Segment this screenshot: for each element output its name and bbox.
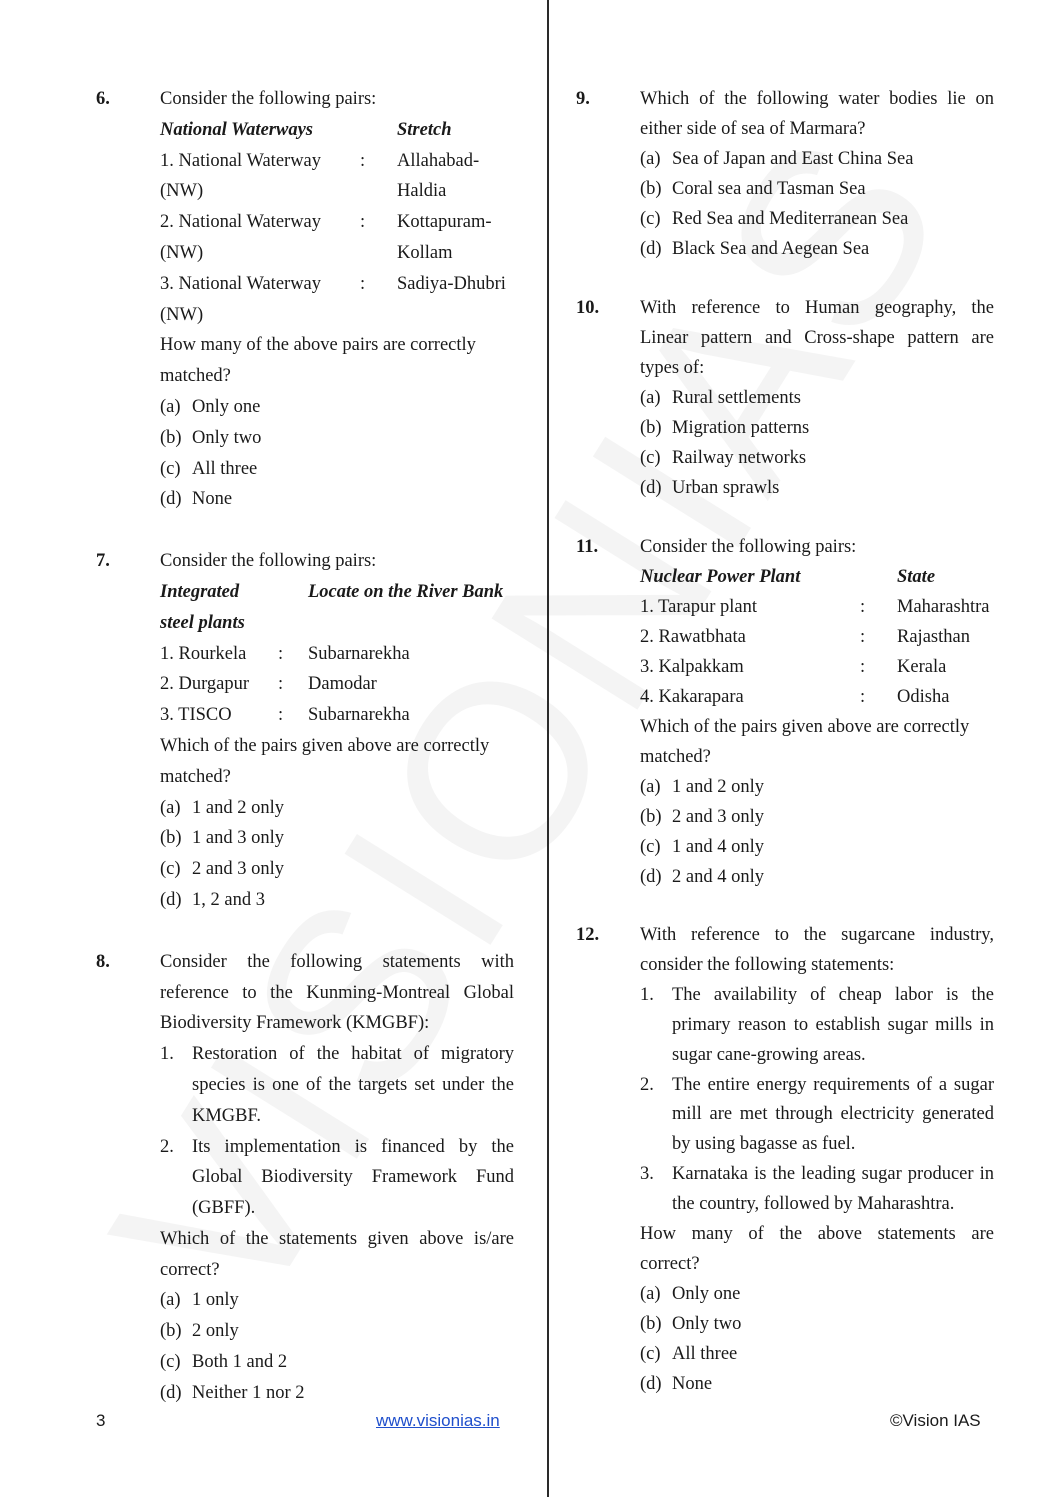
option-b[interactable]: (b) 2 only	[160, 1321, 239, 1342]
question-stem: matched?	[640, 747, 711, 767]
column-header: Stretch	[397, 119, 452, 140]
question-intro: Biodiversity Framework (KMGBF):	[160, 1013, 430, 1034]
option-b[interactable]: (b) 2 and 3 only	[640, 807, 764, 827]
pairs-header	[160, 577, 514, 639]
page-number: 3	[96, 1411, 106, 1430]
option-a[interactable]: (a) 1 and 2 only	[640, 777, 764, 797]
question-11	[576, 532, 994, 892]
question-stem: either side of sea of Marmara?	[640, 119, 866, 139]
option-c[interactable]: (c) Red Sea and Mediterranean Sea	[640, 209, 909, 229]
option-a[interactable]: (a) Rural settlements	[640, 388, 801, 408]
pair-separator: :	[278, 643, 284, 664]
pair-row	[640, 622, 994, 652]
pair-right: Sadiya-Dhubri	[397, 273, 506, 294]
option-d[interactable]: (d) None	[160, 489, 233, 510]
question-intro: Consider the following pairs:	[640, 537, 857, 557]
column-header: State	[897, 567, 936, 587]
question-12	[576, 921, 994, 1400]
pair-right: Allahabad- Haldia	[397, 150, 480, 202]
option-a[interactable]: (a) 1 and 2 only	[160, 797, 284, 818]
pair-row	[640, 682, 994, 712]
option-a[interactable]: (a) 1 only	[160, 1290, 239, 1311]
statement: 2. Its implementation is financed by the Global Biodiversity Framework Fund (GBFF).	[160, 1136, 514, 1219]
question-intro: With reference to the sugarcane industry,	[640, 925, 994, 945]
pair-separator: :	[360, 150, 366, 171]
question-number: 10.	[576, 298, 600, 318]
pair-row	[160, 146, 514, 208]
column-header: National Waterways	[160, 119, 313, 140]
copyright-notice: ©Vision IAS	[890, 1411, 981, 1430]
pair-separator: :	[860, 597, 866, 617]
question-intro: Consider the following pairs:	[160, 89, 377, 109]
question-stem: How many of the above statements are	[640, 1224, 994, 1245]
option-a[interactable]: (a) Only one	[640, 1283, 741, 1304]
question-6	[96, 84, 514, 515]
question-stem: Which of the pairs given above are correctly	[160, 735, 490, 756]
option-d[interactable]: (d) Urban sprawls	[640, 478, 780, 498]
option-b[interactable]: (b) Migration patterns	[640, 418, 810, 438]
question-stem: With reference to Human geography, the	[640, 298, 994, 318]
pair-left: 1. Rourkela	[160, 643, 247, 664]
option-b[interactable]: (b) Only two	[640, 1313, 742, 1334]
pair-left: 2. Durgapur	[160, 674, 250, 695]
question-stem: How many of the above pairs are correctly	[160, 335, 476, 356]
option-c[interactable]: (c) All three	[640, 1343, 738, 1364]
pair-left: 2. Rawatbhata	[640, 627, 746, 647]
pair-separator: :	[860, 627, 866, 647]
statement: 1. Restoration of the habitat of migratory species is one of the targets set under the KMGBF.	[160, 1044, 514, 1126]
question-intro: consider the following statements:	[640, 954, 895, 975]
pair-right: Subarnarekha	[308, 705, 410, 726]
question-stem: matched?	[160, 766, 231, 787]
question-10	[576, 293, 994, 503]
question-stem: correct?	[160, 1259, 220, 1280]
pair-row	[640, 652, 994, 682]
pair-left: 2. National Waterway (NW)	[160, 212, 322, 263]
pair-left: 3. National Waterway (NW)	[160, 273, 322, 325]
question-8	[96, 947, 514, 1409]
column-divider	[547, 0, 549, 1497]
question-number: 8.	[96, 951, 110, 972]
question-number: 9.	[576, 89, 590, 109]
option-c[interactable]: (c) 1 and 4 only	[640, 837, 764, 857]
pair-separator: :	[360, 212, 366, 233]
pair-separator: :	[860, 657, 866, 677]
option-b[interactable]: (b) Only two	[160, 427, 262, 448]
pair-right: Rajasthan	[897, 627, 970, 647]
pair-separator: :	[860, 687, 866, 707]
question-stem: correct?	[640, 1253, 700, 1274]
option-a[interactable]: (a) Only one	[160, 396, 261, 417]
option-d[interactable]: (d) Black Sea and Aegean Sea	[640, 239, 870, 259]
pair-right: Kottapuram- Kollam	[397, 212, 492, 263]
option-a[interactable]: (a) Sea of Japan and East China Sea	[640, 149, 914, 169]
pair-row	[160, 669, 514, 700]
question-number: 12.	[576, 925, 600, 945]
option-b[interactable]: (b) Coral sea and Tasman Sea	[640, 179, 866, 199]
pairs-header	[160, 115, 514, 146]
option-d[interactable]: (d) 2 and 4 only	[640, 867, 764, 887]
column-header: Integrated steel plants	[160, 581, 245, 633]
column-header: Nuclear Power Plant	[640, 567, 801, 587]
pair-separator: :	[360, 273, 366, 294]
pair-right: Damodar	[308, 674, 377, 695]
website-link[interactable]: www.visionias.in	[376, 1411, 500, 1430]
question-intro: Consider the following statements with	[160, 951, 514, 972]
pair-row	[160, 207, 514, 269]
option-c[interactable]: (c) 2 and 3 only	[160, 859, 284, 880]
pair-separator: :	[278, 674, 284, 695]
statement: 3. Karnataka is the leading sugar producer in the country, followed by Maharashtra.	[640, 1164, 994, 1215]
pair-left: 1. Tarapur plant	[640, 597, 758, 617]
pair-row	[160, 269, 514, 331]
question-7	[96, 546, 514, 916]
pair-row	[160, 700, 514, 731]
pair-left: 4. Kakarapara	[640, 687, 744, 707]
pair-row	[160, 639, 514, 670]
question-intro: Consider the following pairs:	[160, 551, 377, 572]
statement: 2. The entire energy requirements of a sugar mill are met through electricity generated by using bagasse as fuel.	[640, 1074, 994, 1155]
right-column	[576, 84, 994, 1400]
pair-right: Subarnarekha	[308, 643, 410, 664]
question-number: 6.	[96, 89, 110, 109]
question-stem: Which of the statements given above is/are	[160, 1228, 514, 1249]
column-header: Locate on the River Bank	[308, 581, 504, 602]
pairs-header	[640, 562, 994, 592]
question-stem: Which of the pairs given above are correctly	[640, 717, 970, 737]
pair-right: Maharashtra	[897, 597, 990, 617]
statement: 1. The availability of cheap labor is the primary reason to establish sugar mills in sugar cane-growing areas.	[640, 984, 994, 1065]
option-c[interactable]: (c) All three	[160, 458, 258, 479]
question-stem: Which of the following water bodies lie on	[640, 89, 994, 109]
pair-left: 3. Kalpakkam	[640, 657, 744, 677]
option-d[interactable]: (d) None	[640, 1373, 713, 1394]
question-number: 7.	[96, 551, 110, 572]
pair-right: Odisha	[897, 687, 950, 707]
pair-left: 1. National Waterway (NW)	[160, 150, 322, 202]
question-number: 11.	[576, 537, 599, 557]
question-stem: types of:	[640, 358, 705, 378]
option-c[interactable]: (c) Both 1 and 2	[160, 1352, 288, 1373]
option-b[interactable]: (b) 1 and 3 only	[160, 828, 284, 849]
question-9	[576, 84, 994, 264]
question-stem: Linear pattern and Cross-shape pattern are	[640, 328, 994, 348]
pair-right: Kerala	[897, 657, 947, 677]
question-stem: matched?	[160, 366, 231, 387]
left-column	[96, 84, 514, 1409]
pair-separator: :	[278, 705, 284, 726]
pair-left: 3. TISCO	[160, 705, 232, 726]
pair-row	[640, 592, 994, 622]
option-d[interactable]: (d) Neither 1 nor 2	[160, 1382, 305, 1403]
question-intro: reference to the Kunming-Montreal Global	[160, 982, 514, 1003]
option-d[interactable]: (d) 1, 2 and 3	[160, 889, 265, 910]
option-c[interactable]: (c) Railway networks	[640, 448, 807, 468]
